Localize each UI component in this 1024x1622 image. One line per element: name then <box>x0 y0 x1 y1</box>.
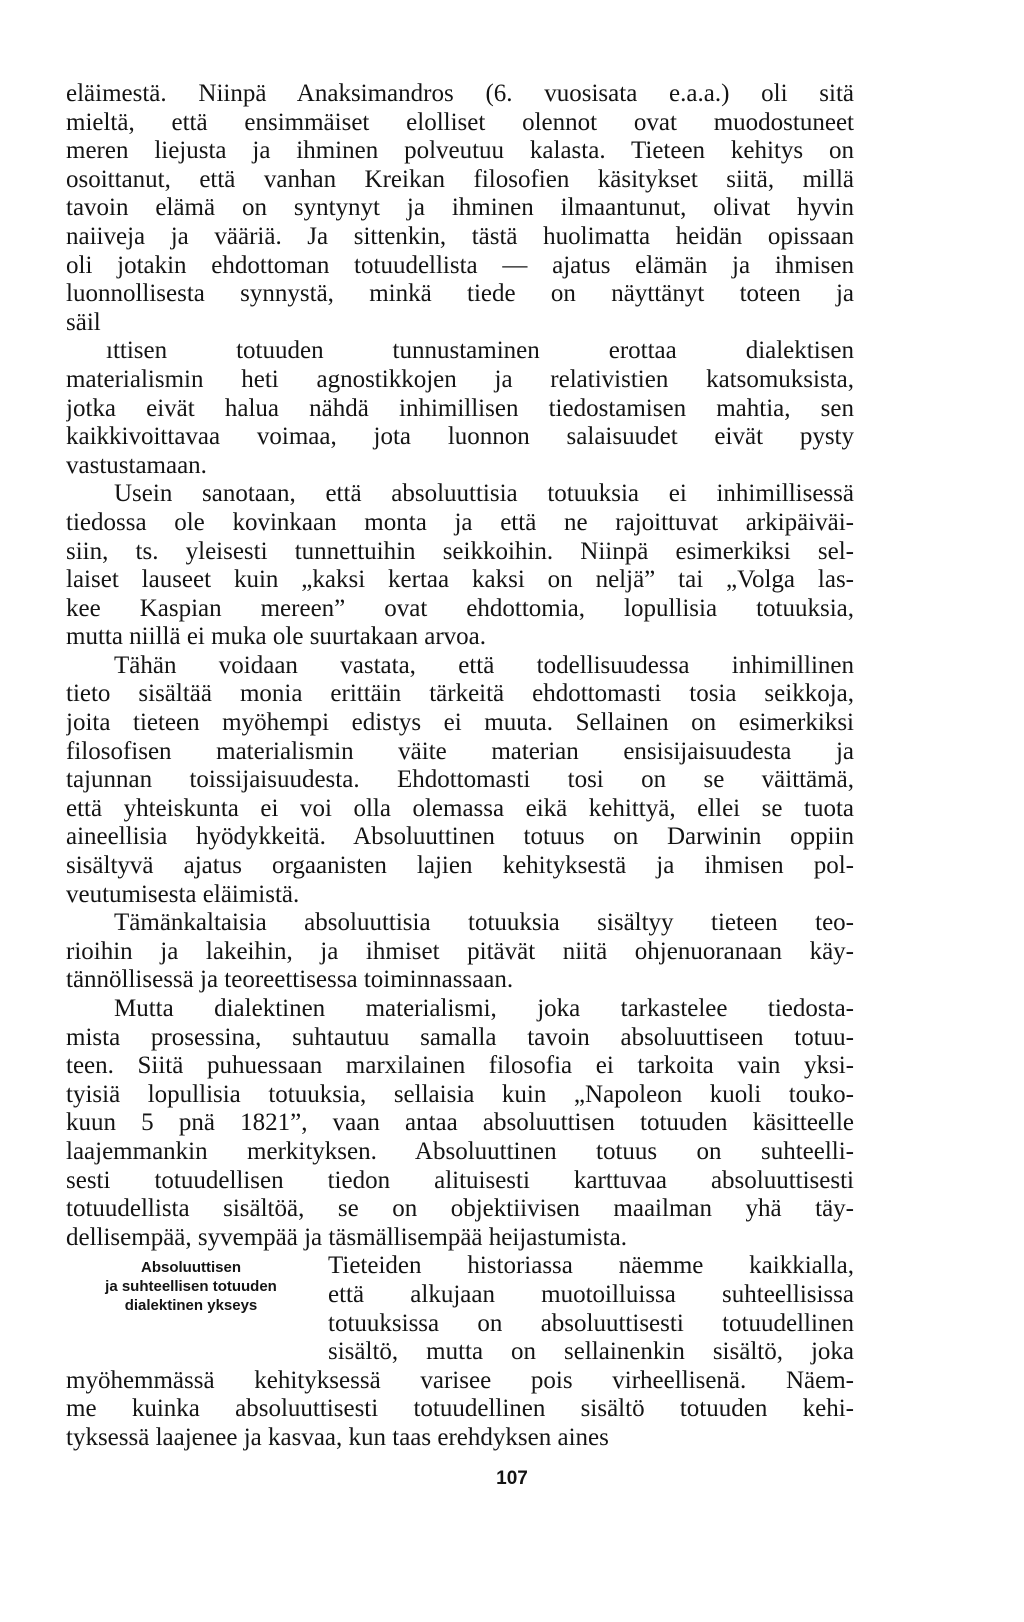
page-number: 107 <box>496 1468 528 1489</box>
text-column-top <box>66 80 854 1252</box>
text-line: siin, ts. yleisesti tunnettuihin seikkoihin. Niinpä esimerkiksi sel- <box>66 537 854 565</box>
text-line: teen. Siitä puhuessaan marxilainen filosofia ei tarkoita vain yksi- <box>66 1052 854 1080</box>
margin-note-block <box>66 1252 854 1366</box>
text-line: joita tieteen myöhempi edistys ei muuta. Sellainen on esimerkiksi <box>66 709 854 737</box>
text-line: luonnollisesta synnystä, minkä tiede on näyttänyt toteen ja <box>66 280 854 308</box>
text-line: aineellisia hyödykkeitä. Absoluuttinen totuus on Darwinin oppiin <box>66 823 854 851</box>
text-line: rioihin ja lakeihin, ja ihmiset pitävät niitä ohjenuoranaan käy- <box>66 937 854 965</box>
text-line: Tämänkaltaisia absoluuttisia totuuksia sisältyy tieteen teo- <box>114 909 854 937</box>
text-line: materialismin heti agnostikkojen ja relativistien katsomuksista, <box>66 365 854 393</box>
text-line: laajemmankin merkityksen. Absoluuttinen totuus on suhteelli- <box>66 1137 854 1165</box>
text-line: kuun 5 pnä 1821”, vaan antaa absoluuttisen totuuden käsitteelle <box>66 1109 854 1137</box>
text-line: että yhteiskunta ei voi olla olemassa eikä kehittyä, ellei se tuota <box>66 794 854 822</box>
text-line: sisältö, mutta on sellainenkin sisältö, joka <box>328 1338 854 1366</box>
text-line: myöhemmässä kehityksessä varisee pois virheellisenä. Näem- <box>66 1366 854 1394</box>
margin-note <box>66 1258 316 1315</box>
text-line: totuudellista sisältöä, se on objektiivisen maailman yhä täy- <box>66 1195 854 1223</box>
text-line: säil <box>66 308 101 336</box>
text-line: sesti totuudellisen tiedon alituisesti karttuvaa absoluuttisesti <box>66 1166 854 1194</box>
text-column-beside-note <box>328 1252 854 1366</box>
text-line: Tieteiden historiassa näemme kaikkialla, <box>328 1252 854 1280</box>
margin-note-line: ja suhteellisen totuuden <box>105 1278 277 1296</box>
text-line: mutta niillä ei muka ole suurtakaan arvoa. <box>66 623 486 651</box>
text-line: tajunnan toissijaisuudesta. Ehdottomasti tosi on se väittämä, <box>66 766 854 794</box>
text-line: meren liejusta ja ihminen polveutuu kalasta. Tieteen kehitys on <box>66 137 854 165</box>
text-line: dellisempää, syvempää ja täsmällisempää heijastumista. <box>66 1223 627 1251</box>
text-line: vastustamaan. <box>66 451 207 479</box>
text-line: totuuksissa on absoluuttisesti totuudellinen <box>328 1309 854 1337</box>
margin-note-line: dialektinen ykseys <box>124 1297 258 1315</box>
text-line: Mutta dialektinen materialismi, joka tarkastelee tiedosta- <box>114 995 854 1022</box>
text-line: filosofisen materialismin väite materian ensisijaisuudesta ja <box>66 737 854 765</box>
text-line: tännöllisessä ja teoreettisessa toiminnassaan. <box>66 966 514 994</box>
text-line: Tähän voidaan vastata, että todellisuudessa inhimillinen <box>114 651 854 679</box>
text-line: veutumisesta eläimistä. <box>66 880 300 908</box>
text-line: jotka eivät halua nähdä inhimillisen tiedostamisen mahtia, sen <box>66 394 854 422</box>
text-line: eläimestä. Niinpä Anaksimandros (6. vuosisata e.a.a.) oli sitä <box>66 80 854 107</box>
text-line: tyisiä lopullisia totuuksia, sellaisia kuin „Napoleon kuoli touko- <box>66 1080 854 1108</box>
text-line: naiiveja ja vääriä. Ja sittenkin, tästä huolimatta heidän opissaan <box>66 222 854 250</box>
text-line: tieto sisältää monia erittäin tärkeitä ehdottomasti tosia seikkoja, <box>66 680 854 708</box>
page-body <box>66 80 854 1453</box>
margin-note-line: Absoluuttisen <box>141 1259 241 1277</box>
text-line: tyksessä laajenee ja kasvaa, kun taas erehdyksen aines <box>66 1423 609 1451</box>
text-line: Usein sanotaan, että absoluuttisia totuuksia ei inhimillisessä <box>114 480 854 508</box>
text-line: oli jotakin ehdottoman totuudellista — ajatus elämän ja ihmisen <box>66 251 854 279</box>
text-line: osoittanut, että vanhan Kreikan filosofien käsitykset siitä, millä <box>66 165 854 193</box>
text-line: laiset lauseet kuin „kaksi kertaa kaksi on neljä” tai „Volga las- <box>66 566 854 594</box>
text-line: kee Kaspian mereen” ovat ehdottomia, lopullisia totuuksia, <box>66 594 854 622</box>
text-line: tiedossa ole kovinkaan monta ja että ne rajoittuvat arkipäiväi- <box>66 508 854 536</box>
text-line: mista prosessina, suhtautuu samalla tavoin absoluuttiseen totuu- <box>66 1023 854 1051</box>
text-line: tavoin elämä on syntynyt ja ihminen ilmaantunut, olivat hyvin <box>66 194 854 222</box>
text-line: me kuinka absoluuttisesti totuudellinen sisältö totuuden kehi- <box>66 1395 854 1423</box>
text-line: että alkujaan muotoilluissa suhteellisissa <box>328 1280 854 1308</box>
text-line: sisältyvä ajatus orgaanisten lajien kehityksestä ja ihmisen pol- <box>66 852 854 880</box>
text-line: ıttisen totuuden tunnustaminen erottaa dialektisen <box>106 337 854 365</box>
text-line: kaikkivoittavaa voimaa, jota luonnon salaisuudet eivät pysty <box>66 423 854 451</box>
text-line: mieltä, että ensimmäiset elolliset olennot ovat muodostuneet <box>66 108 854 136</box>
text-column-bottom <box>66 1367 854 1453</box>
